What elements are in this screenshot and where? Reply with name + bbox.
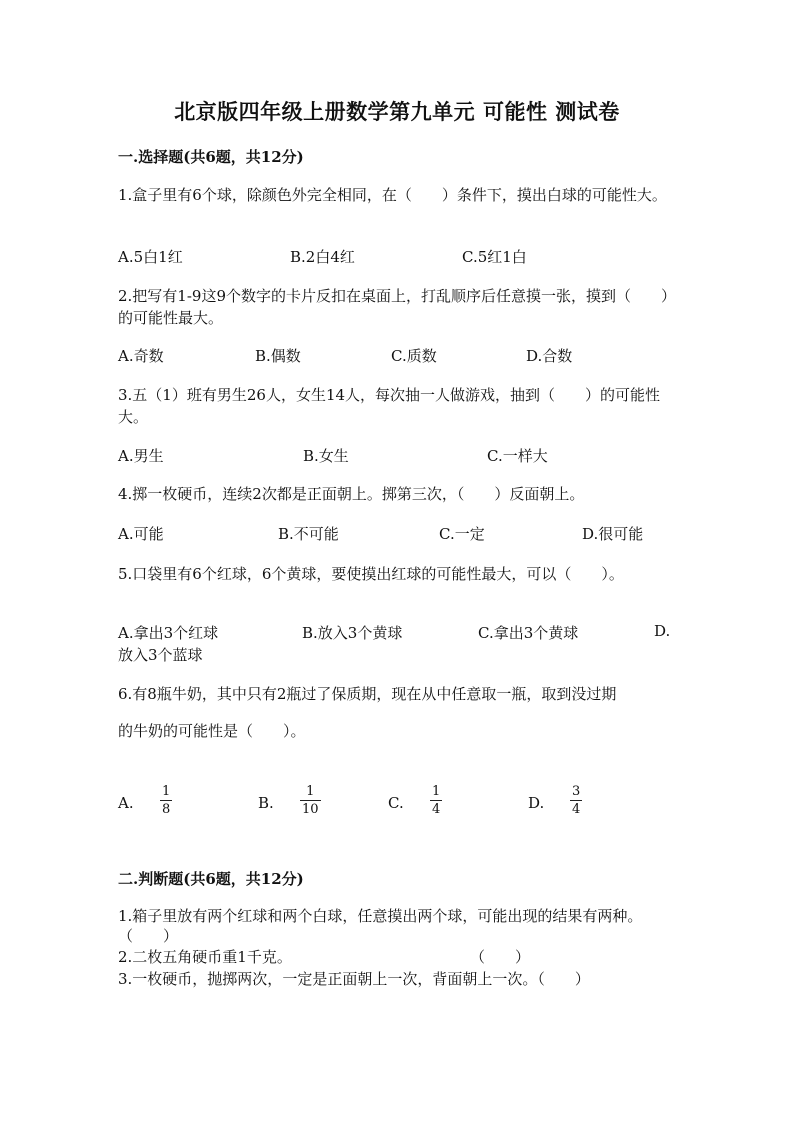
option-a: A.可能	[118, 525, 164, 543]
fraction-bar	[300, 800, 321, 801]
question-6-line-1: 6.有8瓶牛奶，其中只有2瓶过了保质期，现在从中任意取一瓶，取到没过期	[118, 685, 617, 703]
option-a: A.5白1红	[118, 248, 183, 266]
option-d-letter: D.	[528, 794, 545, 812]
numerator: 1	[432, 784, 441, 799]
option-a: A.男生	[118, 447, 164, 465]
option-b: B.偶数	[255, 347, 301, 365]
option-b: B.放入3个黄球	[302, 624, 403, 642]
option-d-fraction	[570, 784, 582, 817]
option-d: D.很可能	[582, 525, 644, 543]
fraction-bar	[430, 800, 442, 801]
numerator: 1	[162, 784, 171, 799]
judgment-item-1: 1.箱子里放有两个红球和两个白球，任意摸出两个球，可能出现的结果有两种。（ ）	[118, 907, 643, 945]
judgment-item-3: 3.一枚硬币，抛掷两次，一定是正面朝上一次，背面朝上一次。（ ）	[118, 970, 590, 988]
section-heading-judgment: 二.判断题(共6题，共12分)	[118, 870, 304, 888]
option-d: D.合数	[526, 347, 573, 365]
question-6-line-2: 的牛奶的可能性是（ ）。	[118, 722, 306, 740]
question-3-options	[118, 445, 678, 467]
question-1: 1.盒子里有6个球，除颜色外完全相同，在（ ）条件下，摸出白球的可能性大。	[118, 186, 667, 204]
question-5: 5.口袋里有6个红球，6个黄球，要使摸出红球的可能性最大，可以（ ）。	[118, 565, 624, 583]
option-c-letter: C.	[388, 794, 404, 812]
option-d-letter: D.	[654, 622, 671, 640]
question-4-options	[118, 523, 678, 545]
denominator: 10	[302, 802, 319, 817]
fraction-bar	[570, 800, 582, 801]
question-2: 2.把写有1-9这9个数字的卡片反扣在桌面上，打乱顺序后任意摸一张，摸到（ ）的可能性最大。	[118, 287, 677, 327]
question-4: 4.掷一枚硬币，连续2次都是正面朝上。掷第三次，（ ）反面朝上。	[118, 485, 585, 503]
option-b-fraction	[300, 784, 321, 817]
option-a-letter: A.	[118, 794, 134, 812]
section-heading-choice: 一.选择题(共6题，共12分)	[118, 148, 304, 166]
judgment-item-2-blank: （ ）	[470, 948, 531, 966]
option-c: C.5红1白	[462, 248, 527, 266]
denominator: 8	[162, 802, 171, 817]
page-title: 北京版四年级上册数学第九单元 可能性 测试卷	[174, 99, 620, 124]
numerator: 3	[572, 784, 581, 799]
option-b: B.2白4红	[290, 248, 355, 266]
option-c: C.一样大	[487, 447, 548, 465]
option-b: B.女生	[303, 447, 349, 465]
option-c: C.质数	[391, 347, 437, 365]
question-6-options	[118, 784, 678, 824]
option-c: C.一定	[439, 525, 485, 543]
option-b: B.不可能	[278, 525, 339, 543]
option-b-letter: B.	[258, 794, 274, 812]
fraction-bar	[160, 800, 172, 801]
option-c: C.拿出3个黄球	[478, 624, 579, 642]
option-a-fraction	[160, 784, 172, 817]
judgment-item-2: 2.二枚五角硬币重1千克。	[118, 948, 292, 966]
denominator: 4	[432, 802, 441, 817]
numerator: 1	[306, 784, 315, 799]
option-a: A.拿出3个红球	[118, 624, 219, 642]
question-1-options	[118, 246, 678, 268]
option-a: A.奇数	[118, 347, 164, 365]
question-3: 3.五（1）班有男生26人，女生14人，每次抽一人做游戏，抽到（ ）的可能性大。	[118, 386, 661, 426]
option-c-fraction	[430, 784, 442, 817]
denominator: 4	[572, 802, 581, 817]
question-5-options	[118, 622, 678, 666]
question-2-options	[118, 345, 678, 367]
option-d-text: 放入3个蓝球	[118, 646, 203, 664]
